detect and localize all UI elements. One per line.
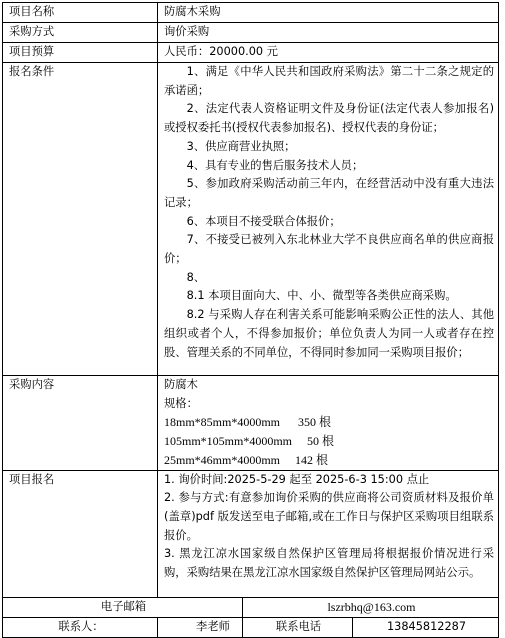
procurement-info-table — [2, 2, 499, 638]
content-label: 采购内容 — [3, 376, 158, 471]
registration-item: 1. 询价时间:2025-5-29 起至 2025-6-3 15:00 点止 — [164, 472, 430, 486]
spec-label: 规格： — [164, 396, 198, 410]
procurement-method-row — [3, 23, 499, 43]
requirement-item: 8.2 与采购人存在利害关系可能影响采购公正性的法人、其他组织或者个人，不得参加报价；单位负责人为同一人或者存在控股、管理关系的不同单位，不得同时参加同一采购项目报价； — [164, 308, 494, 359]
project-name-row — [3, 3, 499, 23]
contact-name: 李老师 — [158, 618, 243, 638]
budget-row — [3, 43, 499, 63]
registration-cell — [158, 470, 499, 597]
requirements-row — [3, 63, 499, 376]
requirement-item: 7、不接受已被列入东北林业大学不良供应商名单的供应商报价； — [164, 233, 494, 266]
email-label: 电子邮箱 — [3, 597, 243, 618]
requirements-label: 报名条件 — [3, 63, 158, 376]
project-name-label: 项目名称 — [3, 3, 158, 23]
requirements-cell — [158, 63, 499, 376]
spec-qty: 142 根 — [295, 452, 329, 467]
spec-size: 105mm*105mm*4000mm — [164, 434, 293, 449]
requirement-item: 5、参加政府采购活动前三年内，在经营活动中没有重大违法记录； — [164, 177, 494, 209]
project-name-value: 防腐木采购 — [158, 3, 499, 23]
content-item: 防腐木 — [164, 378, 198, 391]
content-row — [3, 376, 499, 471]
budget-value: 人民币：20000.00 元 — [158, 43, 499, 63]
spec-row — [164, 451, 494, 470]
requirement-item: 4、具有专业的售后服务技术人员； — [186, 158, 364, 172]
email-value — [243, 597, 499, 618]
requirement-item: 3、供应商营业执照； — [186, 139, 296, 153]
registration-label: 项目报名 — [3, 470, 158, 597]
email-address[interactable]: lszrbhq@163.com — [327, 599, 416, 614]
procurement-method-value: 询价采购 — [158, 23, 499, 43]
email-row — [3, 597, 499, 618]
contact-row — [3, 618, 499, 638]
procurement-method-label: 采购方式 — [3, 23, 158, 43]
spec-size: 18mm*85mm*4000mm — [164, 415, 281, 430]
content-cell — [158, 376, 499, 471]
spec-qty: 350 根 — [298, 415, 332, 430]
contact-phone-label: 联系电话 — [243, 618, 353, 638]
spec-size: 25mm*46mm*4000mm — [164, 452, 281, 467]
contact-label: 联系人： — [3, 618, 158, 638]
requirement-item: 1、满足《中华人民共和国政府采购法》第二十二条之规定的承诺函； — [164, 65, 494, 97]
requirement-item: 8、 — [186, 270, 206, 284]
contact-phone: 13845812287 — [353, 618, 499, 638]
requirement-item: 2、法定代表人资格证明文件及身份证(法定代表人参加报名)或授权委托书(授权代表参加报名)、授权代表的身份证； — [164, 102, 494, 135]
budget-label: 项目预算 — [3, 43, 158, 63]
spec-row — [164, 432, 494, 451]
requirement-item: 8.1 本项目面向大、中、小、微型等各类供应商采购。 — [186, 289, 457, 303]
spec-row — [164, 413, 494, 432]
spec-qty: 50 根 — [307, 434, 335, 449]
registration-row — [3, 470, 499, 597]
registration-item: 2. 参与方式:有意参加询价采购的供应商将公司资质材料及报价单(盖章)pdf 版发送至电子邮箱,或在工作日与保护区采购项目组联系报价。 — [164, 491, 494, 542]
registration-item: 3. 黑龙江凉水国家级自然保护区管理局将根据报价情况进行采购，采购结果在黑龙江凉水国家级自然保护区管理局网站公示。 — [164, 547, 494, 580]
requirement-item: 6、本项目不接受联合体报价； — [186, 214, 341, 228]
